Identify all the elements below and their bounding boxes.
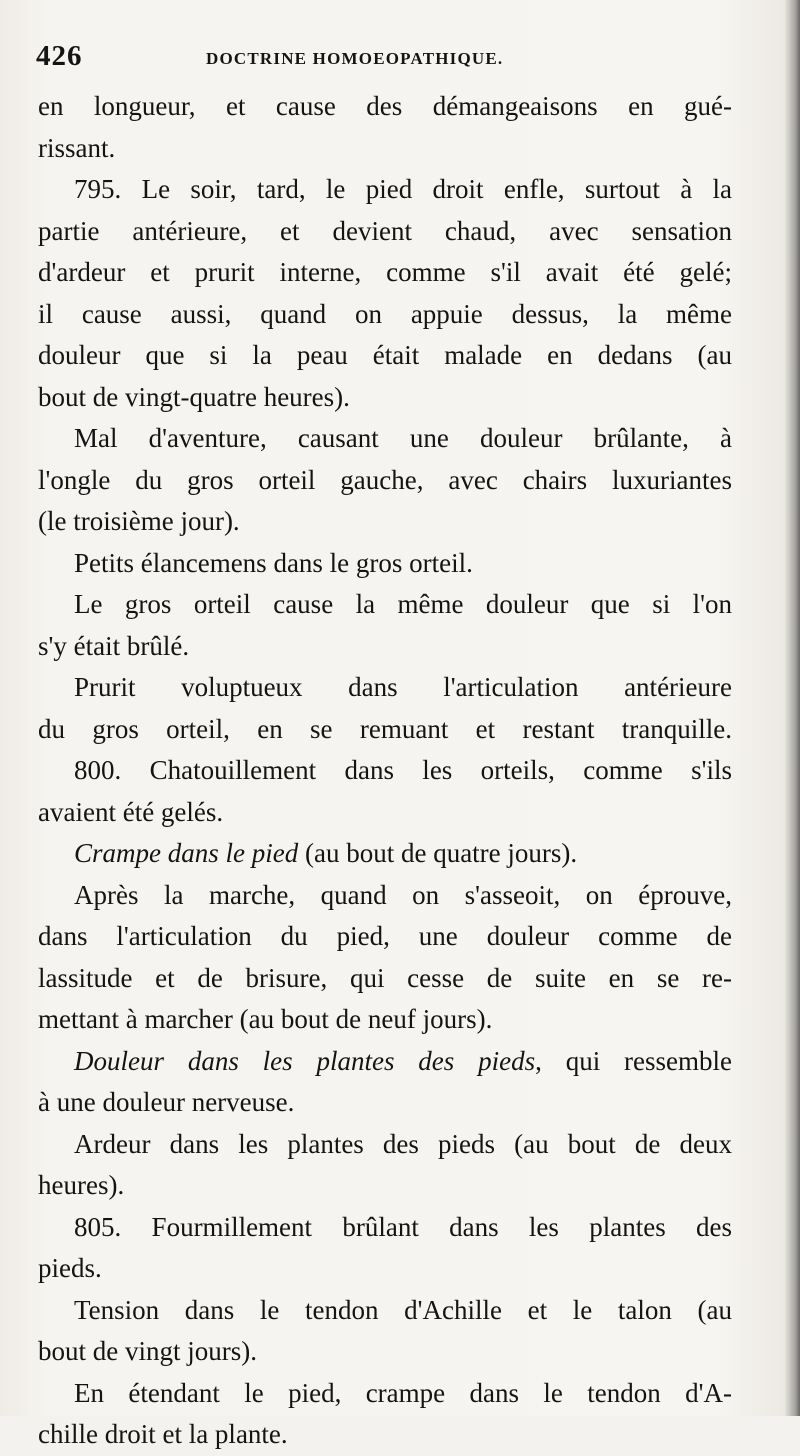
text-line: avaient été gelés. [38, 796, 224, 827]
text-line: mettant à marcher (au bout de neuf jours). [38, 1004, 493, 1034]
page-header [36, 40, 736, 80]
text-line: douleur que si la peau était malade en dedans (au [38, 340, 732, 370]
text-line: d'ardeur et prurit interne, comme s'il avait été gelé; [38, 257, 732, 287]
text-line: l'ongle du gros orteil gauche, avec chairs luxuriantes [38, 464, 732, 495]
text-line: 800. Chatouillement dans les orteils, comme s'ils [74, 755, 732, 785]
text-line: Prurit voluptueux dans l'articulation antérieure [74, 672, 732, 702]
text-line: Mal d'aventure, causant une douleur brûlante, à [74, 423, 732, 453]
text-line: bout de vingt jours). [38, 1336, 257, 1366]
text-line: Après la marche, quand on s'asseoit, on éprouve, [74, 879, 732, 910]
text-line: Tension dans le tendon d'Achille et le talon (au [74, 1294, 732, 1325]
page-edge-shadow [784, 0, 800, 1416]
text-line: 805. Fourmillement brûlant dans les plantes des [74, 1211, 732, 1242]
text-line [38, 833, 732, 875]
text-line: heures). [38, 1170, 125, 1200]
text-line: du gros orteil, en se remuant et restant tranquille. [38, 713, 732, 744]
italic-text: Crampe dans le pied [74, 838, 299, 868]
text-line: à une douleur nerveuse. [38, 1087, 295, 1117]
text-line: partie antérieure, et devient chaud, avec sensation [38, 215, 732, 246]
page-number: 426 [36, 40, 83, 72]
text-line: (le troisième jour). [38, 506, 240, 536]
text-line: Le gros orteil cause la même douleur que si l'on [74, 589, 732, 619]
text-line: chille droit et la plante. [38, 1419, 288, 1449]
text-line: dans l'articulation du pied, une douleur comme de [38, 921, 732, 951]
text-line: rissant. [38, 132, 116, 163]
running-head: DOCTRINE HOMOEOPATHIQUE. [206, 49, 504, 68]
text-line: bout de vingt-quatre heures). [38, 381, 350, 412]
text-line: pieds. [38, 1253, 102, 1283]
text-span: , qui ressemble [535, 1045, 732, 1076]
text-line [38, 1041, 732, 1083]
text-line: Petits élancemens dans le gros orteil. [74, 547, 473, 578]
text-line: En étendant le pied, crampe dans le tendon d'A- [74, 1377, 732, 1408]
text-line: s'y était brûlé. [38, 630, 190, 661]
text-line: Ardeur dans les plantes des pieds (au bout de deux [74, 1128, 732, 1159]
text-line: en longueur, et cause des démangeaisons en gué- [38, 91, 732, 121]
text-span: (au bout de quatre jours). [298, 838, 578, 868]
body-text [38, 86, 732, 1456]
text-line: lassitude et de brisure, qui cesse de suite en se re- [38, 962, 732, 993]
italic-text: Douleur dans les plantes des pieds [74, 1045, 536, 1076]
text-line: il cause aussi, quand on appuie dessus, la même [38, 298, 732, 329]
text-line: 795. Le soir, tard, le pied droit enfle, surtout à la [74, 174, 732, 204]
